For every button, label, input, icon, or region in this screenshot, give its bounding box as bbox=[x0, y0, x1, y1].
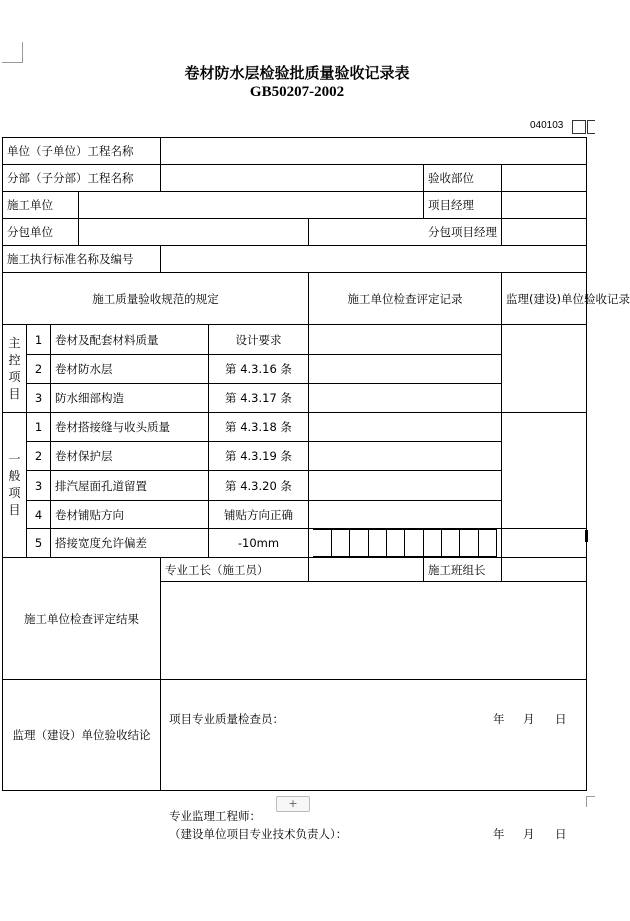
add-row-button[interactable]: + bbox=[276, 796, 310, 812]
row-resize-marker bbox=[585, 530, 588, 542]
form-standard: GB50207-2002 bbox=[249, 84, 345, 100]
general-item-check-cell[interactable] bbox=[309, 471, 502, 501]
acceptance-part-label: 验收部位 bbox=[424, 165, 502, 192]
general-item-name: 卷材保护层 bbox=[51, 442, 209, 471]
measure-cell[interactable] bbox=[386, 530, 404, 557]
main-item-check-cell[interactable] bbox=[309, 384, 502, 413]
date-month: 月 bbox=[523, 711, 535, 726]
unit-project-label: 单位（子单位）工程名称 bbox=[3, 138, 161, 165]
contractor-check-header: 施工单位检查评定记录 bbox=[309, 273, 502, 325]
date-year: 年 bbox=[493, 827, 505, 841]
form-title: 卷材防水层检验批质量验收记录表 bbox=[184, 64, 410, 82]
general-item-name: 卷材搭接缝与收头质量 bbox=[51, 413, 209, 442]
measure-cell[interactable] bbox=[441, 530, 459, 557]
general-item-no: 3 bbox=[27, 471, 51, 501]
general-item-requirement: 第 4.3.20 条 bbox=[209, 471, 309, 501]
team-leader-value[interactable] bbox=[502, 558, 587, 582]
main-items-supervisor-cell[interactable] bbox=[502, 325, 587, 413]
measure-cell[interactable] bbox=[331, 530, 349, 557]
general-item-check-cell[interactable] bbox=[309, 501, 502, 529]
supervisor-conclusion-area[interactable] bbox=[161, 680, 587, 841]
project-manager-value[interactable] bbox=[502, 192, 587, 219]
acceptance-part-value[interactable] bbox=[502, 165, 587, 192]
page-corner-mark bbox=[2, 42, 23, 63]
general-item-requirement: 第 4.3.19 条 bbox=[209, 442, 309, 471]
general-item-name: 卷材铺贴方向 bbox=[51, 501, 209, 529]
main-item-requirement: 第 4.3.16 条 bbox=[209, 355, 309, 384]
general-item-requirement: 铺贴方向正确 bbox=[209, 501, 309, 529]
general-item-no: 4 bbox=[27, 501, 51, 529]
measure-cell[interactable] bbox=[368, 530, 386, 557]
unit-project-value[interactable] bbox=[161, 138, 587, 165]
form-code: 040103 bbox=[530, 120, 564, 131]
date-day: 日 bbox=[555, 711, 567, 726]
subcontract-unit-value[interactable] bbox=[79, 219, 309, 246]
main-items-group-label: 主 控 项 目 bbox=[3, 325, 27, 413]
main-item-requirement: 第 4.3.17 条 bbox=[209, 384, 309, 413]
measure-cell[interactable] bbox=[405, 530, 423, 557]
deviation-supervisor-cell[interactable] bbox=[502, 529, 587, 558]
subcontract-unit-label: 分包单位 bbox=[3, 219, 79, 246]
owner-label: （建设单位项目专业技术负责人）： bbox=[169, 827, 348, 841]
main-item-requirement: 设计要求 bbox=[209, 325, 309, 355]
main-item-check-cell[interactable] bbox=[309, 325, 502, 355]
general-items-group-label: 一 般 项 目 bbox=[3, 413, 27, 558]
general-item-requirement: 第 4.3.18 条 bbox=[209, 413, 309, 442]
division-project-value[interactable] bbox=[161, 165, 424, 192]
general-item-no: 5 bbox=[27, 529, 51, 558]
engineer-label: 专业监理工程师： bbox=[169, 809, 261, 823]
general-item-check-cell[interactable] bbox=[309, 413, 502, 442]
general-item-requirement: -10mm bbox=[209, 529, 309, 558]
inspector-label: 项目专业质量检查员： bbox=[169, 711, 284, 726]
main-item-name: 卷材防水层 bbox=[51, 355, 209, 384]
contractor-result-area[interactable] bbox=[161, 582, 587, 726]
measure-cell[interactable] bbox=[460, 530, 478, 557]
division-project-label: 分部（子分部）工程名称 bbox=[3, 165, 161, 192]
measure-cell[interactable] bbox=[478, 530, 496, 557]
table-resize-handle[interactable] bbox=[586, 796, 595, 807]
measure-cell[interactable] bbox=[350, 530, 368, 557]
main-item-no: 2 bbox=[27, 355, 51, 384]
date-month: 月 bbox=[523, 827, 535, 841]
code-checkbox-2[interactable] bbox=[587, 120, 595, 134]
general-item-check-cell[interactable] bbox=[309, 442, 502, 471]
supervisor-record-header: 监理(建设)单位验收记录 bbox=[502, 273, 587, 325]
contractor-result-label: 施工单位检查评定结果 bbox=[3, 558, 161, 680]
deviation-measure-cells bbox=[309, 529, 502, 558]
spec-column-header: 施工质量验收规范的规定 bbox=[3, 273, 309, 325]
team-leader-label: 施工班组长 bbox=[424, 558, 502, 582]
measure-cell[interactable] bbox=[423, 530, 441, 557]
date-year: 年 bbox=[493, 711, 505, 726]
foreman-label: 专业工长（施工员） bbox=[161, 558, 309, 582]
main-item-name: 防水细部构造 bbox=[51, 384, 209, 413]
standard-name-label: 施工执行标准名称及编号 bbox=[3, 246, 161, 273]
general-item-name: 搭接宽度允许偏差 bbox=[51, 529, 209, 558]
construction-unit-label: 施工单位 bbox=[3, 192, 79, 219]
acceptance-record-table bbox=[2, 137, 630, 841]
project-manager-label: 项目经理 bbox=[424, 192, 502, 219]
subcontract-manager-label: 分包项目经理 bbox=[309, 219, 502, 246]
measure-cell[interactable] bbox=[313, 530, 331, 557]
main-item-no: 1 bbox=[27, 325, 51, 355]
general-item-name: 排汽屋面孔道留置 bbox=[51, 471, 209, 501]
general-item-no: 1 bbox=[27, 413, 51, 442]
general-item-no: 2 bbox=[27, 442, 51, 471]
subcontract-manager-value[interactable] bbox=[502, 219, 587, 246]
general-items-supervisor-cell[interactable] bbox=[502, 413, 587, 529]
foreman-value[interactable] bbox=[309, 558, 424, 582]
supervisor-conclusion-label: 监理（建设）单位验收结论 bbox=[3, 680, 161, 791]
code-checkbox-1[interactable] bbox=[572, 120, 586, 134]
construction-unit-value[interactable] bbox=[79, 192, 424, 219]
deviation-grid bbox=[313, 529, 497, 557]
main-item-no: 3 bbox=[27, 384, 51, 413]
main-item-check-cell[interactable] bbox=[309, 355, 502, 384]
standard-name-value[interactable] bbox=[161, 246, 587, 273]
main-item-name: 卷材及配套材料质量 bbox=[51, 325, 209, 355]
date-day: 日 bbox=[555, 827, 567, 841]
